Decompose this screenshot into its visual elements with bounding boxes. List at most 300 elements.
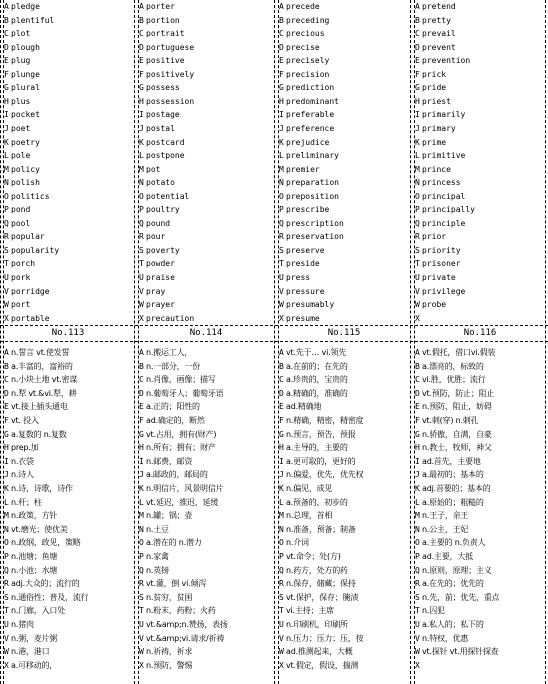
row-letter: W xyxy=(279,300,284,310)
word-row xyxy=(415,311,422,325)
row-letter: G xyxy=(415,83,420,93)
row-letter: G xyxy=(4,429,9,439)
english-word: pretend xyxy=(422,2,456,11)
row-letter: G xyxy=(279,83,284,93)
chinese-definition: n.衣袋 xyxy=(11,456,34,466)
row-letter: F xyxy=(4,69,9,79)
chinese-definition: a.珍贵的，宝贵的 xyxy=(286,375,348,385)
chinese-definition: n.粉末，药粉；火药 xyxy=(146,606,216,616)
row-letter: K xyxy=(279,484,284,493)
english-word: pressure xyxy=(286,286,325,296)
chinese-definition: adj.首要的；基本的 xyxy=(422,484,491,493)
row-letter: H xyxy=(4,96,9,106)
row-letter: O xyxy=(139,538,144,548)
row-letter: P xyxy=(4,552,9,561)
row-letter: U xyxy=(4,620,9,629)
chinese-definition: a.正的；阳性的 xyxy=(146,402,200,412)
row-letter: J xyxy=(139,470,144,480)
definition-row xyxy=(4,658,57,674)
row-letter: F xyxy=(279,416,284,425)
row-letter: J xyxy=(139,123,144,133)
row-letter: L xyxy=(415,151,420,161)
english-word: preference xyxy=(286,123,335,133)
english-word: primitive xyxy=(422,151,466,161)
english-word: prisoner xyxy=(422,259,461,269)
row-letter: W xyxy=(139,300,144,310)
definition-row xyxy=(279,658,358,674)
row-letter: J xyxy=(279,470,284,480)
row-letter: T xyxy=(139,259,144,269)
row-letter: T xyxy=(279,259,284,269)
english-word: porridge xyxy=(11,286,50,296)
english-word: politics xyxy=(11,191,50,201)
row-letter: P xyxy=(415,205,420,215)
row-letter: V xyxy=(279,633,284,643)
chinese-definition: vt.命令；处(方) xyxy=(286,552,341,561)
chinese-definition: n.犁 vt.&vi.犁，耕 xyxy=(11,388,77,398)
chinese-definition: a.主要的 n.负责人 xyxy=(422,538,486,548)
chinese-definition: n.池塘；鱼塘 xyxy=(11,552,58,561)
row-letter: E xyxy=(279,402,284,412)
english-word: positively xyxy=(146,69,195,79)
english-word: preserve xyxy=(286,245,325,255)
english-word: possess xyxy=(146,83,180,93)
row-letter: R xyxy=(279,232,284,242)
row-letter: U xyxy=(139,620,144,629)
chinese-definition: n.精确，精密，精密度 xyxy=(286,416,364,425)
chinese-definition: n.肖像，画像；描写 xyxy=(146,375,216,385)
row-letter: K xyxy=(415,137,420,147)
english-word: plus xyxy=(11,96,31,106)
english-word: premier xyxy=(286,164,320,174)
row-letter: W xyxy=(4,300,9,310)
row-letter: M xyxy=(415,164,420,174)
chinese-definition: n.总理，首相 xyxy=(286,511,333,521)
english-word: probe xyxy=(422,300,447,310)
row-letter: C xyxy=(279,375,284,385)
row-letter: E xyxy=(415,402,420,412)
english-word: plot xyxy=(11,29,31,39)
english-word: prevent xyxy=(422,42,456,52)
row-letter: N xyxy=(139,178,144,188)
english-word: poet xyxy=(11,123,31,133)
english-word: precious xyxy=(286,29,325,39)
row-letter: S xyxy=(139,245,144,255)
row-letter: F xyxy=(4,416,9,425)
column-divider xyxy=(134,0,135,684)
row-letter: F xyxy=(279,69,284,79)
english-word: portion xyxy=(146,15,180,25)
row-letter: L xyxy=(279,497,284,507)
english-word: pocket xyxy=(11,110,40,120)
chinese-definition: n.土豆 xyxy=(146,524,169,534)
column-divider xyxy=(274,0,275,684)
row-letter: B xyxy=(4,361,9,371)
row-letter: A xyxy=(279,348,284,357)
chinese-definition: n.原则，原理；主义 xyxy=(422,565,492,575)
chinese-definition: vt.磨光；使优美 xyxy=(11,524,68,534)
row-letter: X xyxy=(139,313,144,323)
row-letter: V xyxy=(139,286,144,296)
definition-column xyxy=(139,343,274,684)
row-letter: W xyxy=(4,647,9,657)
definition-column xyxy=(279,343,410,684)
english-word: presumably xyxy=(286,300,335,310)
english-word: pole xyxy=(11,151,31,161)
row-letter: W xyxy=(415,300,420,310)
row-letter: E xyxy=(139,402,144,412)
chinese-definition: n.一部分，一份 xyxy=(146,361,201,371)
row-letter: I xyxy=(279,456,284,466)
chinese-definition: vt. 投入 xyxy=(11,416,39,425)
row-letter: S xyxy=(279,592,284,602)
row-letter: F xyxy=(139,69,144,79)
english-word: prescription xyxy=(286,218,344,228)
english-word: predominant xyxy=(286,96,339,106)
chinese-definition: n.邮费，邮资 xyxy=(146,456,193,466)
row-letter: P xyxy=(139,205,144,215)
chinese-definition: n.誓言 vt.使发誓 xyxy=(11,348,70,357)
row-letter: B xyxy=(139,361,144,371)
row-letter: M xyxy=(4,511,9,521)
row-letter: L xyxy=(139,151,144,161)
chinese-definition: n.保存，储藏；保持 xyxy=(286,579,356,589)
row-letter: I xyxy=(4,110,9,120)
chinese-definition: vt.假托，借口vi.假装 xyxy=(422,348,496,357)
chinese-definition: ad.确定的，断然 xyxy=(146,416,205,425)
row-letter: T xyxy=(4,606,9,616)
row-letter: N xyxy=(4,524,9,534)
row-letter: C xyxy=(139,29,144,39)
chinese-definition: vt.灌，倒 vi.倾泻 xyxy=(146,579,207,589)
row-letter: U xyxy=(279,620,284,629)
row-letter: K xyxy=(4,137,9,147)
english-word: prime xyxy=(422,137,447,147)
row-letter: V xyxy=(4,286,9,296)
row-letter: P xyxy=(139,552,144,561)
chinese-definition: n.祈祷，祈求 xyxy=(146,647,193,657)
english-word: preliminary xyxy=(286,151,339,161)
row-letter: R xyxy=(139,579,144,589)
row-letter: C xyxy=(279,29,284,39)
row-letter: L xyxy=(4,497,9,507)
column-divider xyxy=(0,0,1,684)
chinese-definition: n.特权，优惠 xyxy=(422,633,469,643)
english-word: potato xyxy=(146,178,175,188)
chinese-definition: n.家禽 xyxy=(146,552,169,561)
page-number: No.116 xyxy=(463,328,497,338)
row-letter: S xyxy=(415,592,420,602)
english-word: plunge xyxy=(11,69,40,79)
chinese-definition: n.门廊，入口处 xyxy=(11,606,66,616)
row-letter: X xyxy=(279,313,284,323)
row-letter: H xyxy=(415,443,420,453)
row-letter: O xyxy=(139,191,144,201)
row-letter: U xyxy=(415,273,420,282)
english-word: pool xyxy=(11,218,31,228)
chinese-definition: vt.刺(穿) n.刺孔 xyxy=(422,416,479,425)
chinese-definition: n.偏见，成见 xyxy=(286,484,333,493)
chinese-definition: n.明信片，风景明信片 xyxy=(146,484,224,493)
english-word: plough xyxy=(11,42,40,52)
row-letter: H xyxy=(279,443,284,453)
english-word: preposition xyxy=(286,191,339,201)
row-letter: R xyxy=(4,579,9,589)
row-letter: J xyxy=(4,123,9,133)
row-letter: O xyxy=(415,191,420,201)
row-letter: N xyxy=(139,524,144,534)
row-letter: U xyxy=(4,273,9,282)
row-letter: L xyxy=(4,151,9,161)
word-row xyxy=(4,311,50,325)
english-word: pretty xyxy=(422,15,451,25)
row-letter: R xyxy=(279,579,284,589)
english-word: priest xyxy=(422,96,451,106)
row-letter: M xyxy=(139,164,144,174)
english-word: primary xyxy=(422,123,456,133)
row-letter: Q xyxy=(279,565,284,575)
row-letter: H xyxy=(139,96,144,106)
chinese-definition: a.私人的；私下的 xyxy=(422,620,484,629)
row-letter: M xyxy=(279,511,284,521)
chinese-definition: a.丰富的，富裕的 xyxy=(11,361,73,371)
english-word: postal xyxy=(146,123,175,133)
word-column xyxy=(279,0,410,325)
row-letter: E xyxy=(139,56,144,66)
chinese-definition: n.搬运工人， xyxy=(146,348,193,357)
row-letter: I xyxy=(415,456,420,466)
row-letter: K xyxy=(4,484,9,493)
english-word: plug xyxy=(11,56,31,66)
row-letter: M xyxy=(415,511,420,521)
row-letter: F xyxy=(415,69,420,79)
row-letter: C xyxy=(4,29,9,39)
row-letter: D xyxy=(4,42,9,52)
row-letter: O xyxy=(4,538,9,548)
row-letter: Q xyxy=(415,565,420,575)
row-letter: O xyxy=(4,191,9,201)
definition-row xyxy=(139,658,192,674)
row-letter: O xyxy=(279,191,284,201)
chinese-definition: n.印刷机，印刷所 xyxy=(286,620,348,629)
row-letter: H xyxy=(279,96,284,106)
row-letter: V xyxy=(415,286,420,296)
row-letter: Q xyxy=(279,218,284,228)
row-letter: D xyxy=(139,388,144,398)
row-letter: P xyxy=(4,205,9,215)
english-word: prevention xyxy=(422,56,471,66)
english-word: porch xyxy=(11,259,36,269)
row-letter: D xyxy=(415,42,420,52)
chinese-definition: a.潜在的 n.潜力 xyxy=(146,538,202,548)
chinese-definition: n.王子，亲王 xyxy=(422,511,469,521)
english-word: popularity xyxy=(11,245,60,255)
chinese-definition: vt.延迟，推迟，延缓 xyxy=(146,497,219,507)
row-letter: G xyxy=(4,83,9,93)
row-letter: S xyxy=(4,592,9,602)
word-row xyxy=(139,311,194,325)
row-letter: T xyxy=(415,606,420,616)
chinese-definition: n.教士，牧师，神父 xyxy=(422,443,492,453)
row-letter: M xyxy=(139,511,144,521)
chinese-definition: n.囚犯 xyxy=(422,606,445,616)
row-letter: A xyxy=(415,2,420,11)
row-letter: C xyxy=(139,375,144,385)
row-letter: X xyxy=(4,313,9,323)
english-word: prejudice xyxy=(286,137,330,147)
row-letter: R xyxy=(415,579,420,589)
english-word: preservation xyxy=(286,232,344,242)
english-word: possession xyxy=(146,96,195,106)
row-letter: W xyxy=(139,647,144,657)
row-letter: W xyxy=(279,647,284,657)
row-letter: L xyxy=(415,497,420,507)
row-letter: D xyxy=(139,42,144,52)
chinese-definition: vt.预防，防止；阻止 xyxy=(422,388,495,398)
chinese-definition: n.罐；锅；壶 xyxy=(146,511,193,521)
chinese-definition: n.药方，处方的药 xyxy=(286,565,348,575)
definition-row xyxy=(415,644,499,660)
english-word: preparation xyxy=(286,178,339,188)
chinese-definition: a.在前的；在先的 xyxy=(286,361,348,371)
row-letter: Q xyxy=(415,218,420,228)
word-column xyxy=(4,0,134,325)
english-word: postcard xyxy=(146,137,185,147)
chinese-definition: n.政纲，政见，策略 xyxy=(11,538,81,548)
row-letter: B xyxy=(415,361,420,371)
row-letter: K xyxy=(139,137,144,147)
row-letter: X xyxy=(139,660,144,670)
row-letter: T xyxy=(139,606,144,616)
row-letter: G xyxy=(415,429,420,439)
english-word: private xyxy=(422,273,456,282)
page-number: No.115 xyxy=(327,328,361,338)
row-letter: N xyxy=(279,178,284,188)
chinese-definition: n.贫穷，贫困 xyxy=(146,592,193,602)
row-letter: O xyxy=(279,538,284,548)
chinese-definition: vi.主持；主席 xyxy=(286,606,334,616)
chinese-definition: adj.大众的；流行的 xyxy=(11,579,80,589)
row-letter: S xyxy=(139,592,144,602)
english-word: postpone xyxy=(146,151,185,161)
english-word: potential xyxy=(146,191,190,201)
english-word: principle xyxy=(422,218,466,228)
english-word: pound xyxy=(146,218,171,228)
row-letter: D xyxy=(4,388,9,398)
chinese-definition: n.预防，阻止，妨碍 xyxy=(422,402,492,412)
chinese-definition: vi.胜，优胜；流行 xyxy=(422,375,486,385)
chinese-definition: a.可移动的， xyxy=(11,660,58,670)
row-letter: I xyxy=(139,456,144,466)
row-letter: B xyxy=(4,15,9,25)
row-letter: A xyxy=(4,348,9,357)
definition-column xyxy=(4,343,134,684)
english-word: popular xyxy=(11,232,45,242)
english-word: pork xyxy=(11,273,31,282)
english-word: portrait xyxy=(146,29,185,39)
chinese-definition: n.诗，诗歌，诗作 xyxy=(11,484,73,493)
english-word: primarily xyxy=(422,110,466,120)
row-letter: E xyxy=(4,402,9,412)
chinese-definition: n.诗人 xyxy=(11,470,34,480)
english-word: policy xyxy=(11,164,40,174)
row-letter: P xyxy=(279,552,284,561)
row-letter: D xyxy=(279,388,284,398)
row-letter: F xyxy=(139,416,144,425)
row-letter: C xyxy=(415,375,420,385)
chinese-definition: n.港，港口 xyxy=(11,647,50,657)
chinese-definition: a.更可取的，更好的 xyxy=(286,456,356,466)
english-word: precise xyxy=(286,42,320,52)
row-letter: K xyxy=(415,484,420,493)
chinese-definition: a.复数的 n.复数 xyxy=(11,429,67,439)
chinese-definition: n.粥，麦片粥 xyxy=(11,633,58,643)
row-letter: H xyxy=(4,443,9,453)
english-word: porter xyxy=(146,2,175,11)
row-letter: Q xyxy=(4,565,9,575)
row-letter: D xyxy=(415,388,420,398)
row-letter: N xyxy=(415,178,420,188)
chinese-definition: vt.先于… vi.领先 xyxy=(286,348,347,357)
definition-row xyxy=(415,658,422,674)
english-word: pond xyxy=(11,205,31,215)
row-letter: C xyxy=(4,375,9,385)
chinese-definition: prep.加 xyxy=(11,443,39,453)
chinese-definition: a.原始的；粗糙的 xyxy=(422,497,484,507)
row-letter: T xyxy=(4,259,9,269)
row-letter: V xyxy=(139,633,144,643)
row-letter: J xyxy=(4,470,9,480)
chinese-definition: n.杆；柱 xyxy=(11,497,42,507)
english-word: principally xyxy=(422,205,475,215)
chinese-definition: vt.假定，假设，揣测 xyxy=(286,660,359,670)
english-word: portuguese xyxy=(146,42,195,52)
row-letter: O xyxy=(415,538,420,548)
chinese-definition: n.通俗性；普及，流行 xyxy=(11,592,89,602)
chinese-definition: n.压力；压力；压，按 xyxy=(286,633,364,643)
row-letter: A xyxy=(415,348,420,357)
english-word: press xyxy=(286,273,311,282)
chinese-definition: ad.主要，大抵 xyxy=(422,552,473,561)
row-letter: C xyxy=(415,29,420,39)
row-letter: G xyxy=(139,429,144,439)
chinese-definition: a.在先的；优先的 xyxy=(422,579,484,589)
chinese-definition: n.公主，王妃 xyxy=(422,524,469,534)
chinese-definition: n.偏爱，优先，优先权 xyxy=(286,470,364,480)
english-word: principal xyxy=(422,191,466,201)
english-word: poverty xyxy=(146,245,180,255)
word-row xyxy=(279,311,320,325)
row-letter: Q xyxy=(139,565,144,575)
english-word: powder xyxy=(146,259,175,269)
row-letter: N xyxy=(415,524,420,534)
chinese-definition: n.预言，预告，预报 xyxy=(286,429,356,439)
page-number: No.113 xyxy=(51,328,85,338)
english-word: precision xyxy=(286,69,330,79)
english-word: prince xyxy=(422,164,451,174)
definition-column xyxy=(415,343,545,684)
row-letter: Q xyxy=(4,218,9,228)
english-word: plural xyxy=(11,83,40,93)
chinese-definition: n.预防，警惕 xyxy=(146,660,193,670)
row-letter: P xyxy=(279,205,284,215)
chinese-definition: vt.&amp;n.赞扬，表扬 xyxy=(146,620,228,629)
chinese-definition: vt.占用，拥有(财产) xyxy=(146,429,217,439)
row-letter: A xyxy=(139,2,144,11)
chinese-definition: n.政策，方针 xyxy=(11,511,58,521)
row-letter: L xyxy=(279,151,284,161)
chinese-definition: n.介词 xyxy=(286,538,309,548)
